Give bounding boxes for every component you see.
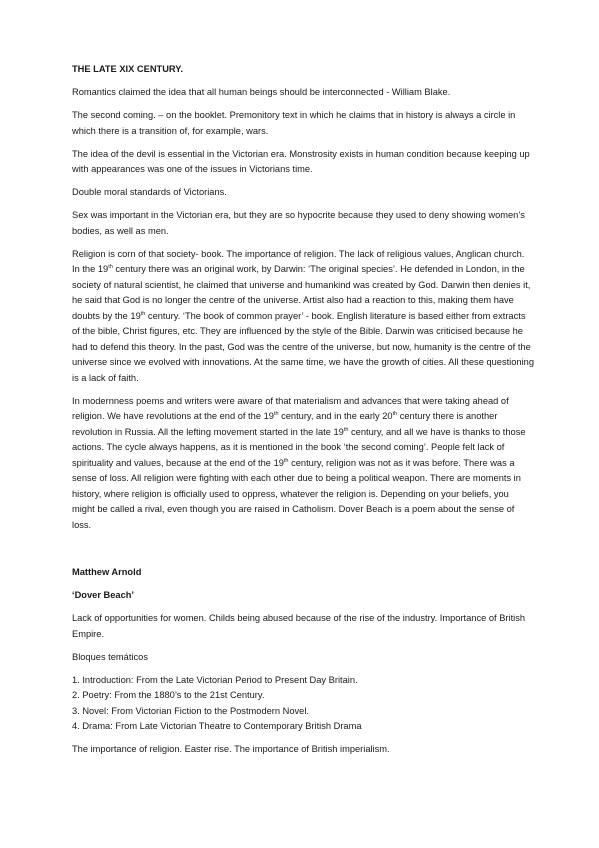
paragraph-double-moral: Double moral standards of Victorians. (72, 187, 227, 197)
list-item: 1. Introduction: From the Late Victorian Period to Present Day Britain. (72, 674, 358, 685)
paragraph-importance: The importance of religion. Easter rise. The importance of British imperialism. (72, 744, 390, 754)
list-item: 2. Poetry: From the 1880’s to the 21st Century. (72, 690, 265, 700)
paragraph-second-coming: The second coming. – on the booklet. Premonitory text in which he claims that in history is always a circle in which there is a transition of, for example, wars. (72, 110, 516, 136)
paragraph-opportunities: Lack of opportunities for women. Childs being abused because of the rise of the industry. Importance of British Empire. (72, 613, 526, 639)
paragraph-devil: The idea of the devil is essential in the Victorian era. Monstrosity exists in human condition because keeping up with appearances was one of the issues in Victorians time. (72, 148, 530, 174)
list-item: 3. Novel: From Victorian Fiction to the Postmodern Novel. (72, 705, 309, 716)
document-page (72, 62, 534, 765)
list-item: 4. Drama: From Late Victorian Theatre to Contemporary British Drama (72, 721, 362, 731)
thematic-list (72, 673, 534, 735)
poem-title: ‘Dover Beach’ (72, 590, 135, 600)
paragraph-modernness: In modernness poems and writers were aware of that materialism and advances that were taking ahead of religion. We have revolutions at the end of the 19th century, and in the early 20th century there is another revolution in Russia. All the lefting movement started in the late 19th century, and all we have is thanks to those actions. The cycle always happens, as it is mentioned in the book ‘the second coming’. People felt lack of spirituality and values, because at the end of the 19th century, religion was not as it was before. There was a sense of loss. All religion were fighting with each other due to being a political weapon. There are moments in history, where religion is officially used to oppress, whatever the religion is. Depending on your beliefs, you might be called a rival, even though you are raised in Catholism. Dover Beach is a poem about the sense of loss. (72, 395, 526, 530)
paragraph-romantics: Romantics claimed the idea that all human beings should be interconnected - William Blake. (72, 87, 451, 97)
paragraph-sex: Sex was important in the Victorian era, but they are so hypocrite because they used to deny showing women’s bodies, as well as men. (72, 210, 525, 236)
paragraph-religion: Religion is corn of that society- book. The importance of religion. The lack of religious values, Anglican church. In the 19th century there was an original work, by Darwin: ‘The original species’. He defended in London, in the society of natural scientist, he claimed that universe and humankind was created by God. Darwin then denies it, he said that God is no longer the centre of the universe. Artist also had a reaction to this, making them have doubts by the 19th century. ‘The book of common prayer’ - book. English literature is based either from extracts of the bible, Christ figures, etc. They are influenced by the style of the Bible. Darwin was criticised because he had to defend this theory. In the past, God was the centre of the universe, but now, humanity is the centre of the universe since we evolved with innovations. At the same time, we have the growth of cities. All these questioning is a lack of faith. (72, 248, 534, 383)
author-heading: Matthew Arnold (72, 567, 142, 577)
paragraph-bloques: Bloques temáticos (72, 651, 148, 662)
section-heading: THE LATE XIX CENTURY. (72, 64, 184, 74)
